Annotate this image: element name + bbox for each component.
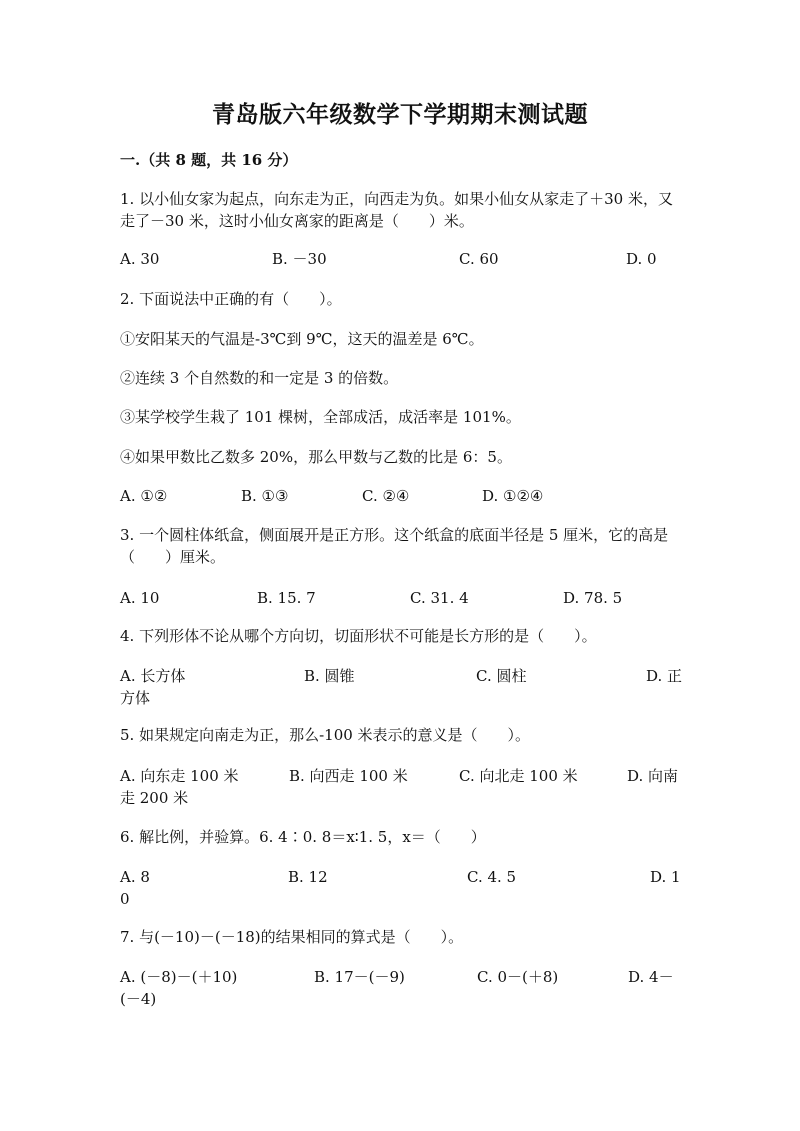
option-a: A. 向东走 100 米 [120, 767, 239, 785]
option-c: C. 31. 4 [410, 589, 469, 607]
option-b: B. 12 [288, 868, 328, 886]
question-4-options [120, 665, 685, 709]
option-c: C. ②④ [362, 487, 410, 505]
statement-4: ④如果甲数比乙数多 20%，那么甲数与乙数的比是 6：5。 [120, 448, 512, 466]
option-d-continuation: (－4) [120, 990, 157, 1008]
statement-1: ①安阳某天的气温是-3℃到 9℃，这天的温差是 6℃。 [120, 330, 484, 348]
question-7-text: 7. 与(－10)－(－18)的结果相同的算式是（ ）。 [120, 928, 464, 946]
option-c: C. 圆柱 [476, 667, 527, 685]
question-2-text: 2. 下面说法中正确的有（ ）。 [120, 290, 342, 308]
option-b: B. 15. 7 [257, 589, 316, 607]
option-c: C. 向北走 100 米 [459, 767, 578, 785]
option-d: D. 4－ [628, 968, 674, 986]
question-5-options [120, 765, 685, 809]
option-d: D. 0 [626, 250, 657, 268]
option-d-continuation: 0 [120, 890, 130, 908]
option-a: A. 30 [120, 250, 160, 268]
option-b: B. ①③ [241, 487, 289, 505]
question-6-options [120, 866, 685, 910]
question-3-text: 3. 一个圆柱体纸盒，侧面展开是正方形。这个纸盒的底面半径是 5 厘米，它的高是（ ）厘米。 [120, 526, 669, 566]
page-title: 青岛版六年级数学下学期期末测试题 [212, 101, 588, 128]
option-d-continuation: 方体 [120, 689, 151, 707]
section-heading: 一.（共 8 题，共 16 分） [120, 151, 298, 169]
option-a: A. ①② [120, 487, 168, 505]
statement-3: ③某学校学生栽了 101 棵树，全部成活，成活率是 101%。 [120, 408, 521, 426]
question-6-text: 6. 解比例，并验算。6. 4∶0. 8＝x∶1. 5，x＝（ ） [120, 828, 486, 846]
option-c: C. 4. 5 [467, 868, 517, 886]
statement-2: ②连续 3 个自然数的和一定是 3 的倍数。 [120, 369, 399, 387]
option-c: C. 0－(＋8) [477, 968, 559, 986]
question-4-text: 4. 下列形体不论从哪个方向切，切面形状不可能是长方形的是（ ）。 [120, 627, 597, 645]
option-b: B. 圆锥 [304, 667, 355, 685]
option-d: D. 78. 5 [563, 589, 623, 607]
question-7-options [120, 966, 685, 1010]
option-d-continuation: 走 200 米 [120, 789, 189, 807]
question-2-options [120, 485, 685, 529]
option-d: D. 正 [646, 667, 683, 685]
option-c: C. 60 [459, 250, 499, 268]
option-d: D. 1 [650, 868, 681, 886]
option-b: B. 向西走 100 米 [289, 767, 408, 785]
option-b: B. －30 [272, 250, 327, 268]
option-a: A. 8 [120, 868, 150, 886]
option-a: A. (－8)－(＋10) [120, 968, 238, 986]
option-b: B. 17－(－9) [314, 968, 405, 986]
option-d: D. 向南 [627, 767, 679, 785]
question-5-text: 5. 如果规定向南走为正，那么-100 米表示的意义是（ ）。 [120, 726, 531, 744]
option-a: A. 10 [120, 589, 160, 607]
option-a: A. 长方体 [120, 667, 186, 685]
option-d: D. ①②④ [482, 487, 544, 505]
question-1-text: 1. 以小仙女家为起点，向东走为正，向西走为负。如果小仙女从家走了＋30 米，又走了－30 米，这时小仙女离家的距离是（ ）米。 [120, 190, 673, 230]
question-1-options [120, 248, 685, 292]
